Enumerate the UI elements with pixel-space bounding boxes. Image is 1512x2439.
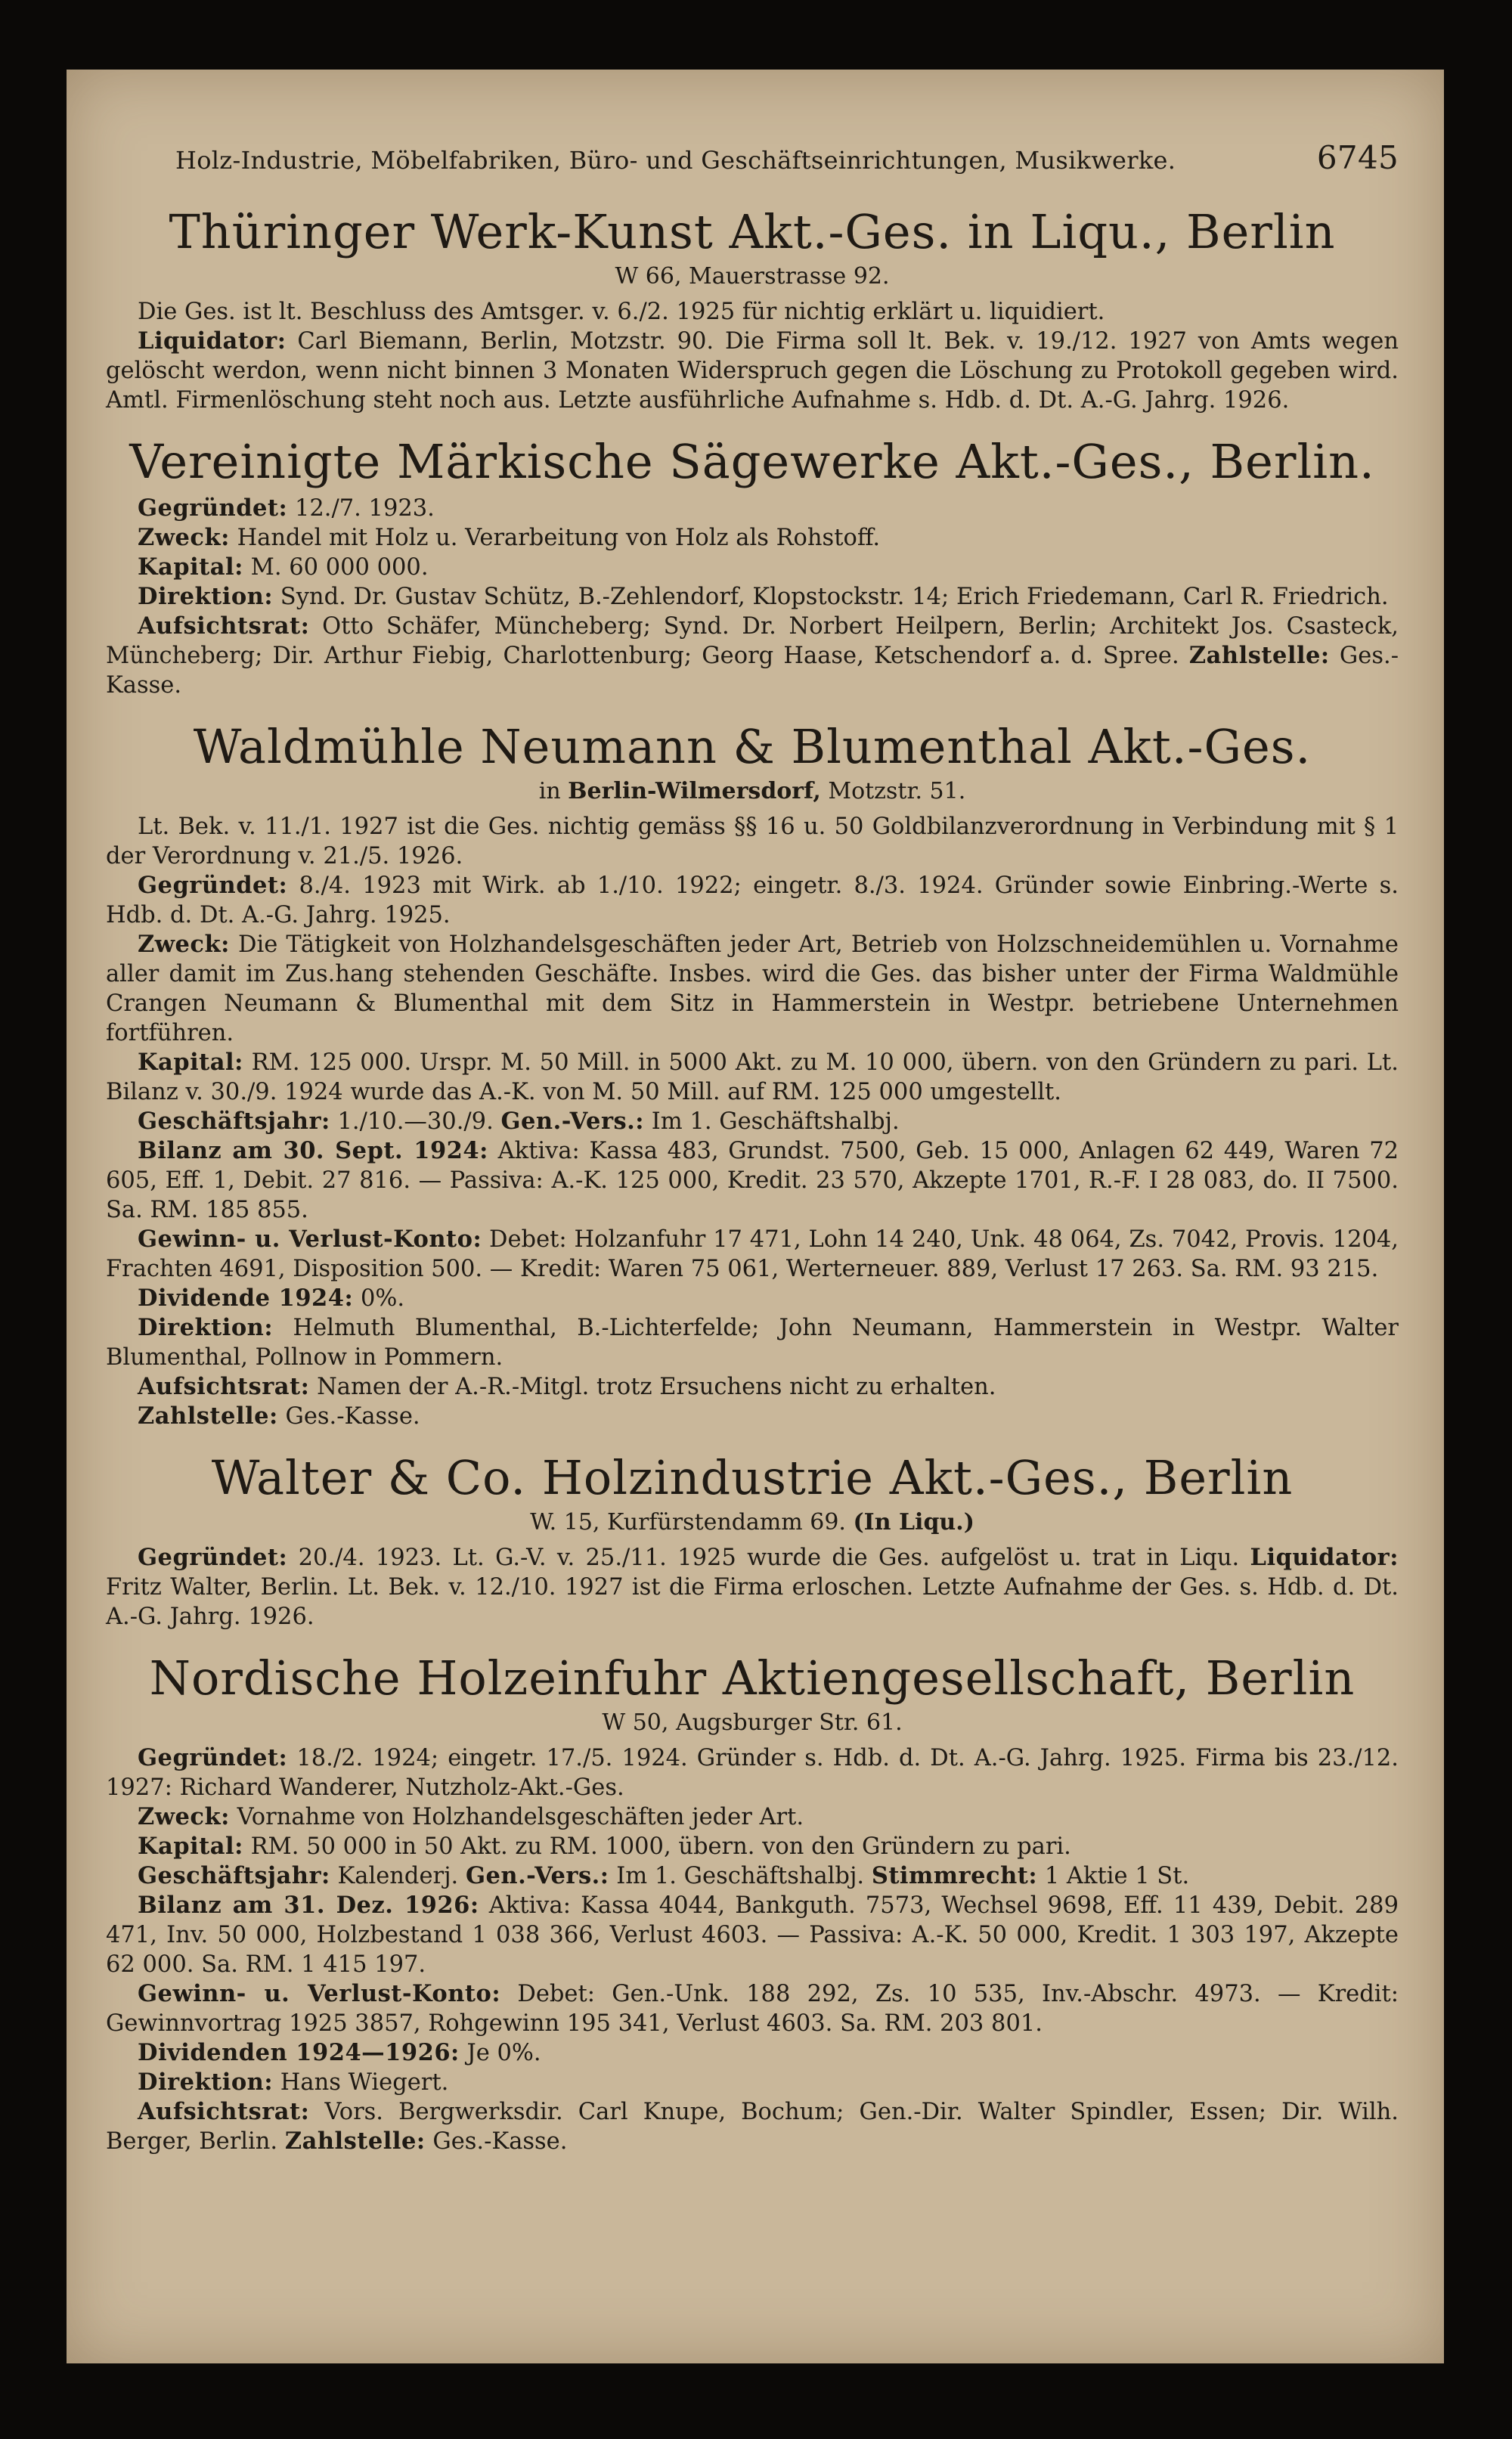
entry-paragraph [106, 523, 1399, 553]
field-text: Lt. Bek. v. 11./1. 1927 ist die Ges. nichtig gemäss §§ 16 u. 50 Goldbilanzverordnung in Verbindung mit § 1 der Verordnung v. 21./5. 1926. [106, 813, 1399, 869]
field-text: Im 1. Geschäftshalbj. [609, 1863, 865, 1890]
entry-paragraph [106, 1225, 1399, 1284]
field-label: Zweck: [138, 930, 230, 958]
field-label: Gewinn- u. Verlust-Konto: [138, 1225, 482, 1253]
company-entry [106, 720, 1399, 1431]
field-label: Gegründet: [138, 494, 288, 522]
field-label: Geschäftsjahr: [138, 1862, 330, 1890]
field-text: 1./10.—30./9. [330, 1108, 494, 1135]
field-text: Vors. Bergwerksdir. Carl Knupe, Bochum; Gen.-Dir. Walter Spindler, Essen; Dir. Wilh. Berger, Berlin. [106, 2099, 1399, 2155]
company-name: Vereinigte Märkische Sägewerke Akt.-Ges., Berlin. [129, 434, 1375, 490]
entry-paragraph [106, 1979, 1399, 2038]
running-title: Holz-Industrie, Möbelfabriken, Büro- und Geschäftseinrichtungen, Musikwerke. [175, 146, 1176, 175]
entry-paragraph [106, 494, 1399, 523]
page-number: 6745 [1316, 139, 1399, 176]
entry-paragraph [106, 1543, 1399, 1632]
field-text: Carl Biemann, Berlin, Motzstr. 90. Die Firma soll lt. Bek. v. 19./12. 1927 von Amts wegen gelöscht werdon, wenn nicht binnen 3 Monaten Widerspruch gegen die Löschung zu Protokoll gegeben wird. Amtl. Firmenlöschung steht noch aus. Letzte ausführliche Aufnahme s. Hdb. d. Dt. A.-G. Jahrg. 1926. [106, 328, 1399, 414]
company-entry [106, 435, 1399, 699]
company-entry [106, 205, 1399, 415]
field-text: Debet: Holzanfuhr 17 471, Lohn 14 240, Unk. 48 064, Zs. 7042, Provis. 1204, Frachten 4691, Disposition 500. — Kredit: Waren 75 061, Werterneuer. 889, Verlust 17 263. Sa. RM. 93 215. [106, 1226, 1399, 1282]
field-label: Dividenden 1924—1926: [138, 2039, 460, 2067]
field-text: Synd. Dr. Gustav Schütz, B.-Zehlendorf, Klopstockstr. 14; Erich Friedemann, Carl R. Friedrich. [273, 583, 1389, 610]
page-column [106, 139, 1399, 2164]
entry-paragraph [106, 2038, 1399, 2068]
entry-paragraph [106, 1107, 1399, 1136]
entry-paragraph [106, 1402, 1399, 1431]
entry-paragraph [106, 930, 1399, 1048]
field-label: Stimmrecht: [871, 1862, 1038, 1890]
field-label: Gegründet: [138, 1544, 288, 1572]
field-label: Aufsichtsrat: [138, 1372, 310, 1400]
field-label: Dividende 1924: [138, 1284, 354, 1312]
entry-paragraph [106, 612, 1399, 700]
field-label: Bilanz am 30. Sept. 1924: [138, 1136, 488, 1164]
company-entry [106, 1451, 1399, 1632]
address-part: Berlin-Wilmersdorf, [568, 777, 821, 804]
field-label: Aufsichtsrat: [138, 2098, 310, 2126]
field-text: Handel mit Holz u. Verarbeitung von Holz als Rohstoff. [229, 524, 881, 551]
entry-paragraph [106, 1048, 1399, 1107]
field-text: Die Ges. ist lt. Beschluss des Amtsger. v. 6./2. 1925 für nichtig erklärt u. liquidiert. [138, 299, 1105, 326]
field-text: Aktiva: Kassa 4044, Bankguth. 7573, Wechsel 9698, Eff. 11 439, Debit. 289 471, Inv. 50 000, Holzbestand 1 038 366, Verlust 4603. — Passiva: A.-K. 50 000, Kredit. 1 303 197, Akzepte 62 000. Sa. RM. 1 415 197. [106, 1892, 1399, 1979]
company-address [106, 1509, 1399, 1536]
entry-paragraph [106, 327, 1399, 415]
field-text: Otto Schäfer, Müncheberg; Synd. Dr. Norbert Heilpern, Berlin; Architekt Jos. Csasteck, Müncheberg; Dir. Arthur Fiebig, Charlottenburg; Georg Haase, Ketschendorf a. d. Spree. [106, 612, 1399, 669]
company-name: Nordische Holzeinfuhr Aktiengesellschaft, Berlin [149, 1650, 1356, 1706]
field-label: Gegründet: [138, 1744, 288, 1772]
field-text: RM. 125 000. Urspr. M. 50 Mill. in 5000 Akt. zu M. 10 000, übern. von den Gründern zu pari. Lt. Bilanz v. 30./9. 1924 wurde das A.-K. von M. 50 Mill. auf RM. 125 000 umgestellt. [106, 1049, 1399, 1105]
company-address: W 50, Augsburger Str. 61. [602, 1709, 903, 1737]
field-label: Kapital: [138, 1048, 243, 1076]
field-label: Zweck: [138, 523, 230, 551]
field-label: Zahlstelle: [138, 1402, 278, 1430]
book-page [67, 70, 1444, 2363]
entry-paragraph [106, 812, 1399, 871]
entry-paragraph [106, 2097, 1399, 2156]
field-label: Direktion: [138, 1313, 274, 1341]
field-label: Gen.-Vers.: [500, 1107, 645, 1135]
field-label: Gewinn- u. Verlust-Konto: [138, 1980, 501, 2008]
entry-paragraph [106, 1372, 1399, 1402]
field-label: Kapital: [138, 1833, 243, 1861]
field-label: Geschäftsjahr: [138, 1107, 330, 1135]
field-text: Debet: Gen.-Unk. 188 292, Zs. 10 535, Inv.-Abschr. 4973. — Kredit: Gewinnvortrag 1925 3857, Rohgewinn 195 341, Verlust 4603. Sa. RM. 203 801. [106, 1981, 1399, 2038]
entry-paragraph [106, 297, 1399, 327]
field-text: Aktiva: Kassa 483, Grundst. 7500, Geb. 15 000, Anlagen 62 449, Waren 72 605, Eff. 1, Debit. 27 816. — Passiva: A.-K. 125 000, Kredit. 23 570, Akzepte 1701, R.-F. I 28 083, do. II 7500. Sa. RM. 185 855. [106, 1137, 1399, 1223]
field-label: Gegründet: [138, 871, 288, 899]
field-label: Bilanz am 31. Dez. 1926: [138, 1892, 479, 1920]
field-label: Liquidator: [138, 327, 287, 355]
entry-paragraph [106, 1802, 1399, 1832]
field-text: 0%. [353, 1285, 405, 1312]
address-part: W. 15, Kurfürstendamm 69. [530, 1509, 854, 1536]
company-entry [106, 1651, 1399, 2156]
field-text: Die Tätigkeit von Holzhandelsgeschäften jeder Art, Betrieb von Holzschneidemühlen u. Vornahme aller damit im Zus.hang stehenden Geschäfte. Insbes. wird die Ges. das bisher unter der Firma Waldmühle Crangen Neumann & Blumenthal mit dem Sitz in Hammerstein in Westpr. betriebene Unternehmen fortführen. [106, 931, 1399, 1046]
entry-paragraph [106, 1891, 1399, 1979]
field-label: Zahlstelle: [284, 2128, 426, 2155]
address-part: Motzstr. 51. [820, 777, 966, 804]
company-address: W 66, Mauerstrasse 92. [615, 263, 890, 290]
field-label: Zahlstelle: [1188, 641, 1330, 669]
field-text: Je 0%. [459, 2040, 541, 2067]
address-part: (In Liqu.) [853, 1509, 974, 1536]
field-text: Ges.-Kasse. [106, 642, 1399, 699]
field-label: Aufsichtsrat: [138, 612, 310, 640]
field-label: Direktion: [138, 582, 274, 610]
field-text: 12./7. 1923. [287, 494, 435, 522]
entry-paragraph [106, 582, 1399, 612]
company-address [106, 778, 1399, 804]
company-name: Walter & Co. Holzindustrie Akt.-Ges., Berlin [211, 1449, 1294, 1505]
field-text: RM. 50 000 in 50 Akt. zu RM. 1000, übern. von den Gründern zu pari. [243, 1833, 1071, 1861]
entries-list [106, 205, 1399, 2156]
field-text: 8./4. 1923 mit Wirk. ab 1./10. 1922; eingetr. 8./3. 1924. Gründer sowie Einbring.-Werte s. Hdb. d. Dt. A.-G. Jahrg. 1925. [106, 872, 1399, 928]
company-name: Waldmühle Neumann & Blumenthal Akt.-Ges. [193, 718, 1312, 774]
field-text: Kalenderj. [330, 1863, 459, 1890]
field-text: Im 1. Geschäftshalbj. [644, 1108, 900, 1135]
field-text: 1 Aktie 1 St. [1037, 1863, 1190, 1890]
entry-paragraph [106, 1313, 1399, 1372]
field-label: Zweck: [138, 1803, 230, 1831]
field-text: Helmuth Blumenthal, B.-Lichterfelde; John Neumann, Hammerstein in Westpr. Walter Blumenthal, Pollnow in Pommern. [106, 1314, 1399, 1371]
entry-paragraph [106, 553, 1399, 582]
entry-paragraph [106, 1743, 1399, 1802]
entry-paragraph [106, 1861, 1399, 1891]
entry-paragraph [106, 2068, 1399, 2097]
entry-paragraph [106, 1832, 1399, 1861]
field-text: 18./2. 1924; eingetr. 17./5. 1924. Gründer s. Hdb. d. Dt. A.-G. Jahrg. 1925. Firma bis 23./12. 1927: Richard Wanderer, Nutzholz-Akt.-Ges. [106, 1745, 1399, 1802]
field-text: M. 60 000 000. [243, 553, 429, 581]
entry-paragraph [106, 1136, 1399, 1225]
field-text: Namen der A.-R.-Mitgl. trotz Ersuchens nicht zu erhalten. [309, 1373, 996, 1400]
field-text: Ges.-Kasse. [425, 2128, 568, 2155]
field-text: Ges.-Kasse. [277, 1402, 420, 1430]
company-name: Thüringer Werk-Kunst Akt.-Ges. in Liqu., Berlin [169, 204, 1336, 259]
field-text: Vornahme von Holzhandelsgeschäften jeder Art. [229, 1804, 804, 1831]
field-label: Gen.-Vers.: [465, 1862, 609, 1890]
field-text: 20./4. 1923. Lt. G.-V. v. 25./11. 1925 wurde die Ges. aufgelöst u. trat in Liqu. [287, 1545, 1240, 1572]
entry-paragraph [106, 1284, 1399, 1313]
field-label: Kapital: [138, 553, 243, 581]
running-header [175, 139, 1399, 176]
field-label: Direktion: [138, 2069, 274, 2097]
field-label: Liquidator: [1250, 1544, 1399, 1572]
entry-paragraph [106, 871, 1399, 930]
field-text: Fritz Walter, Berlin. Lt. Bek. v. 12./10. 1927 ist die Firma erloschen. Letzte Aufnahme der Ges. s. Hdb. d. Dt. A.-G. Jahrg. 1926. [106, 1574, 1399, 1631]
address-part: in [538, 777, 569, 804]
field-text: Hans Wiegert. [273, 2069, 449, 2097]
